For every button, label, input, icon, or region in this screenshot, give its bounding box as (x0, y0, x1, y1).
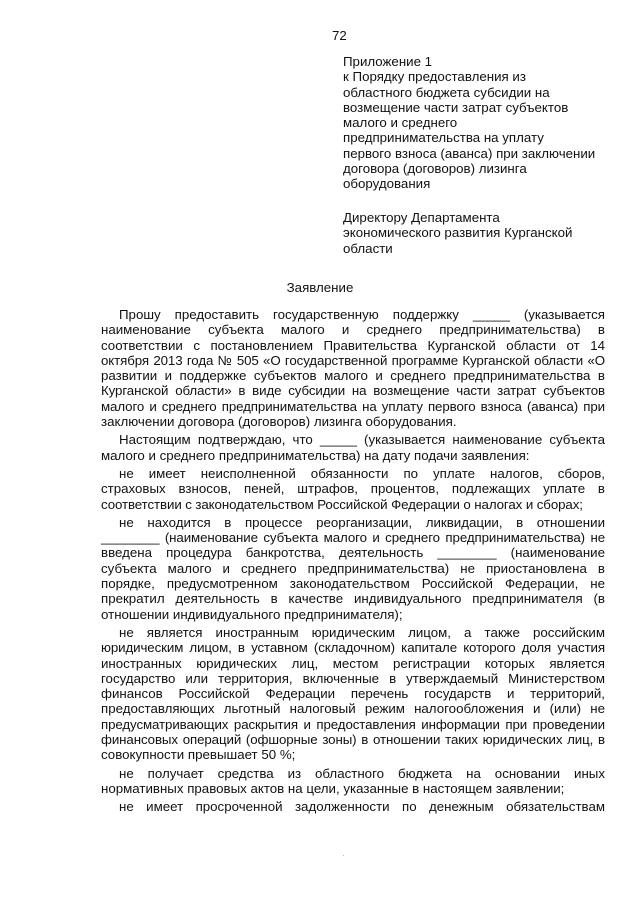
paragraph-line: Прошу предоставить государственную поддержку _____ (указывается (119, 307, 605, 322)
paragraph-line: нормативных правовых актов на цели, указанные в настоящем заявлении; (101, 780, 565, 796)
paragraph-line: юридическим лицом, в уставном (складочном) капитале которого доля участия (101, 640, 605, 656)
paragraph-line: субъекта малого и среднего предпринимательства) не приостановлена в (101, 560, 605, 576)
paragraph-line: ________ (наименование субъекта малого и среднего предпринимательства) не (101, 530, 605, 546)
paragraph-line: Курганской области» в виде субсидии на возмещение части затрат субъектов (101, 383, 605, 399)
paragraph-line: наименование субъекта малого и среднего предпринимательства) в (101, 322, 605, 338)
appendix-line: оборудования (343, 176, 431, 192)
paragraph-line: финансов Российской Федерации перечень государств и территорий, (101, 686, 605, 702)
appendix-line: областного бюджета субсидии на (343, 84, 550, 100)
page-number: 72 (332, 28, 347, 43)
paragraph-line: совокупности превышает 50 %; (101, 747, 296, 763)
paragraph-no-overdue-debt (101, 799, 605, 814)
scan-speck (343, 855, 344, 856)
appendix-line: к Порядку предоставления из (343, 69, 526, 85)
appendix-block (343, 54, 623, 192)
paragraph-line: не находится в процессе реорганизации, ликвидации, в отношении (119, 514, 605, 530)
document-title: Заявление (286, 280, 354, 295)
paragraph-no-other-funds (101, 766, 605, 797)
appendix-line: Приложение 1 (343, 54, 433, 69)
paragraph-line: не получает средства из областного бюджета на основании иных (119, 765, 605, 781)
paragraph-line: соответствии с постановлением Правительства Курганской области от 14 (101, 337, 605, 353)
paragraph-request (101, 307, 605, 429)
paragraph-line: порядке, предусмотренном законодательством Российской Федерации, не (101, 576, 605, 592)
paragraph-line: заключении договора (договоров) лизинга оборудования. (101, 414, 457, 430)
paragraph-line: введена процедура банкротства, деятельность ________ (наименование (101, 545, 605, 561)
paragraph-confirmation (101, 432, 605, 463)
appendix-line: предпринимательства на уплату (343, 130, 544, 146)
addressee-line: Директору Департамента (343, 210, 500, 225)
paragraph-line: государство или территория, включенные в утверждаемый Министерством (101, 670, 605, 686)
paragraph-line: прекратил деятельность в качестве индивидуального предпринимателя (в (101, 591, 605, 607)
addressee-block (343, 210, 623, 256)
paragraph-line: не является иностранным юридическим лицом, а также российским (119, 624, 605, 640)
paragraph-line: малого и среднего предпринимательства) на дату подачи заявления: (101, 447, 530, 463)
appendix-line: договора (договоров) лизинга (343, 161, 527, 177)
paragraph-not-foreign-entity (101, 625, 605, 763)
addressee-line: области (343, 240, 393, 256)
paragraph-line: Настоящим подтверждаю, что _____ (указывается наименование субъекта (119, 432, 605, 448)
addressee-line: экономического развития Курганской (343, 225, 573, 241)
paragraph-line: октября 2013 года № 505 «О государственной программе Курганской области «О (101, 352, 605, 368)
paragraph-no-reorganization (101, 515, 605, 622)
document-body (101, 307, 605, 815)
paragraph-line: не имеет неисполненной обязанности по уплате налогов, сборов, (119, 465, 605, 481)
paragraph-line: малого и среднего предпринимательства на уплату первого взноса (аванса) при (101, 398, 605, 414)
paragraph-line: не имеет просроченной задолженности по денежным обязательствам (119, 799, 605, 815)
paragraph-line: отношении индивидуального предпринимателя); (101, 606, 403, 622)
appendix-line: малого и среднего (343, 115, 458, 131)
paragraph-line: страховых взносов, пеней, штрафов, процентов, подлежащих уплате в (101, 481, 605, 497)
paragraph-line: развитии и поддержке субъектов малого и среднего предпринимательства в (101, 368, 605, 384)
paragraph-line: соответствии с законодательством Российской Федерации о налогах и сборах; (101, 496, 583, 512)
paragraph-line: финансовых операций (офшорные зоны) в отношении таких юридических лиц, в (101, 732, 605, 748)
paragraph-line: иностранных юридических лиц, местом регистрации которых является (101, 655, 605, 671)
appendix-line: первого взноса (аванса) при заключении (343, 145, 596, 161)
paragraph-line: предусматривающих раскрытия и предоставления информации при проведении (101, 716, 605, 732)
paragraph-no-tax-debt (101, 466, 605, 512)
appendix-line: возмещение части затрат субъектов (343, 99, 569, 115)
paragraph-line: предоставляющих льготный налоговый режим налогообложения и (или) не (101, 701, 605, 717)
